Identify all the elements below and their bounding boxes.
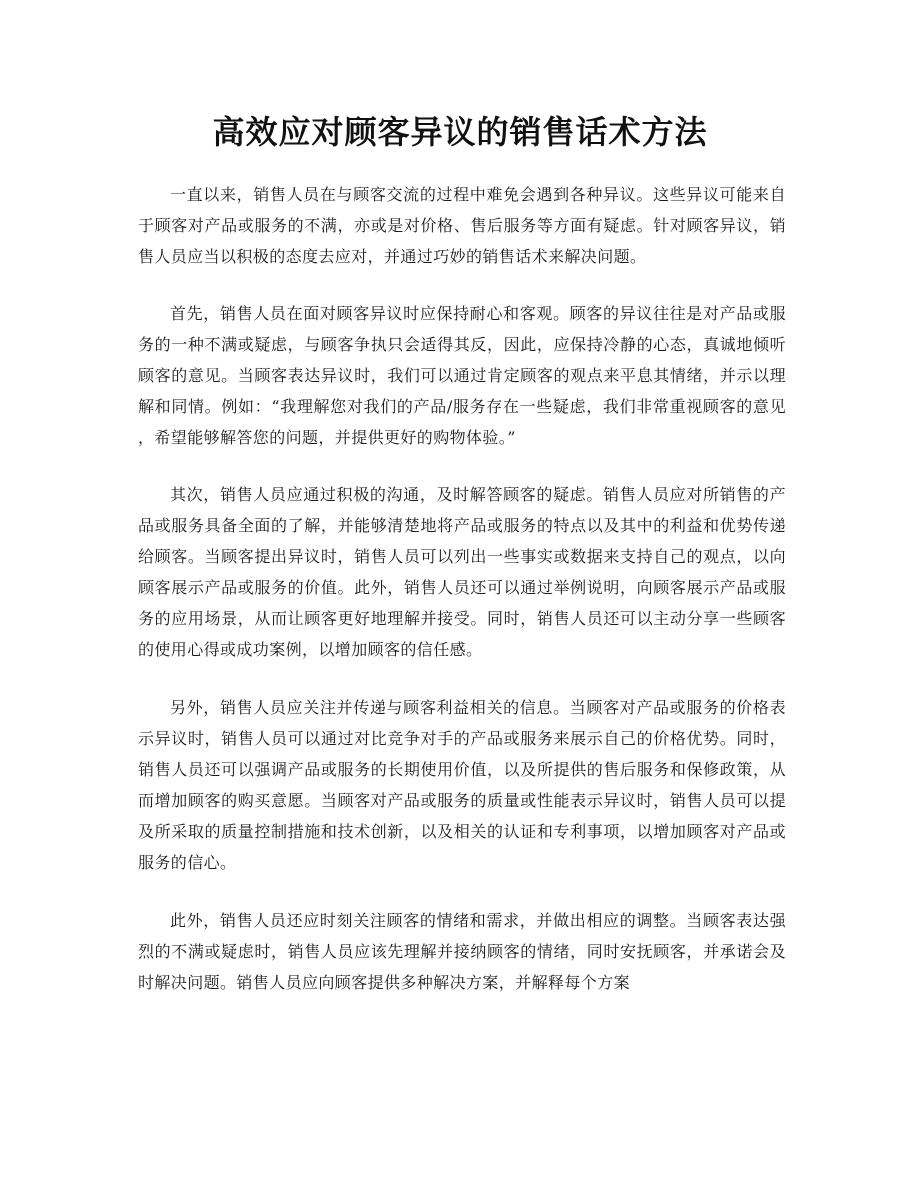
paragraph-first: 首先，销售人员在面对顾客异议时应保持耐心和客观。顾客的异议往往是对产品或服务的一种不满或疑虑，与顾客争执只会适得其反，因此，应保持冷静的心态，真诚地倾听顾客的意见。当顾客表达异议时，我们可以通过肯定顾客的观点来平息其情绪，并示以理解和同情。例如：“我理解您对我们的产品/服务存在一些疑虑，我们非常重视顾客的意见，希望能够解答您的问题，并提供更好的购物体验。”: [138, 304, 786, 447]
paragraph-second: 其次，销售人员应通过积极的沟通，及时解答顾客的疑虑。销售人员应对所销售的产品或服务具备全面的了解，并能够清楚地将产品或服务的特点以及其中的利益和优势传递给顾客。当顾客提出异议时，销售人员可以列出一些事实或数据来支持自己的观点，以向顾客展示产品或服务的价值。此外，销售人员还可以通过举例说明，向顾客展示产品或服务的应用场景，从而让顾客更好地理解并接受。同时，销售人员还可以主动分享一些顾客的使用心得或成功案例，以增加顾客的信任感。: [138, 485, 786, 659]
paragraph-third: 另外，销售人员应关注并传递与顾客利益相关的信息。当顾客对产品或服务的价格表示异议时，销售人员可以通过对比竞争对手的产品或服务来展示自己的价格优势。同时，销售人员还可以强调产品或服务的长期使用价值，以及所提供的售后服务和保修政策，从而增加顾客的购买意愿。当顾客对产品或服务的质量或性能表示异议时，销售人员可以提及所采取的质量控制措施和技术创新，以及相关的认证和专利事项，以增加顾客对产品或服务的信心。: [138, 698, 786, 872]
document-title: 高效应对顾客异议的销售话术方法: [212, 113, 708, 151]
paragraph-intro: 一直以来，销售人员在与顾客交流的过程中难免会遇到各种异议。这些异议可能来自于顾客对产品或服务的不满，亦或是对价格、售后服务等方面有疑虑。针对顾客异议，销售人员应当以积极的态度去应对，并通过巧妙的销售话术来解决问题。: [138, 185, 786, 266]
paragraph-fourth: 此外，销售人员还应时刻关注顾客的情绪和需求，并做出相应的调整。当顾客表达强烈的不满或疑虑时，销售人员应该先理解并接纳顾客的情绪，同时安抚顾客，并承诺会及时解决问题。销售人员应向顾客提供多种解决方案，并解释每个方案: [138, 911, 786, 992]
document-body: [138, 179, 786, 1024]
